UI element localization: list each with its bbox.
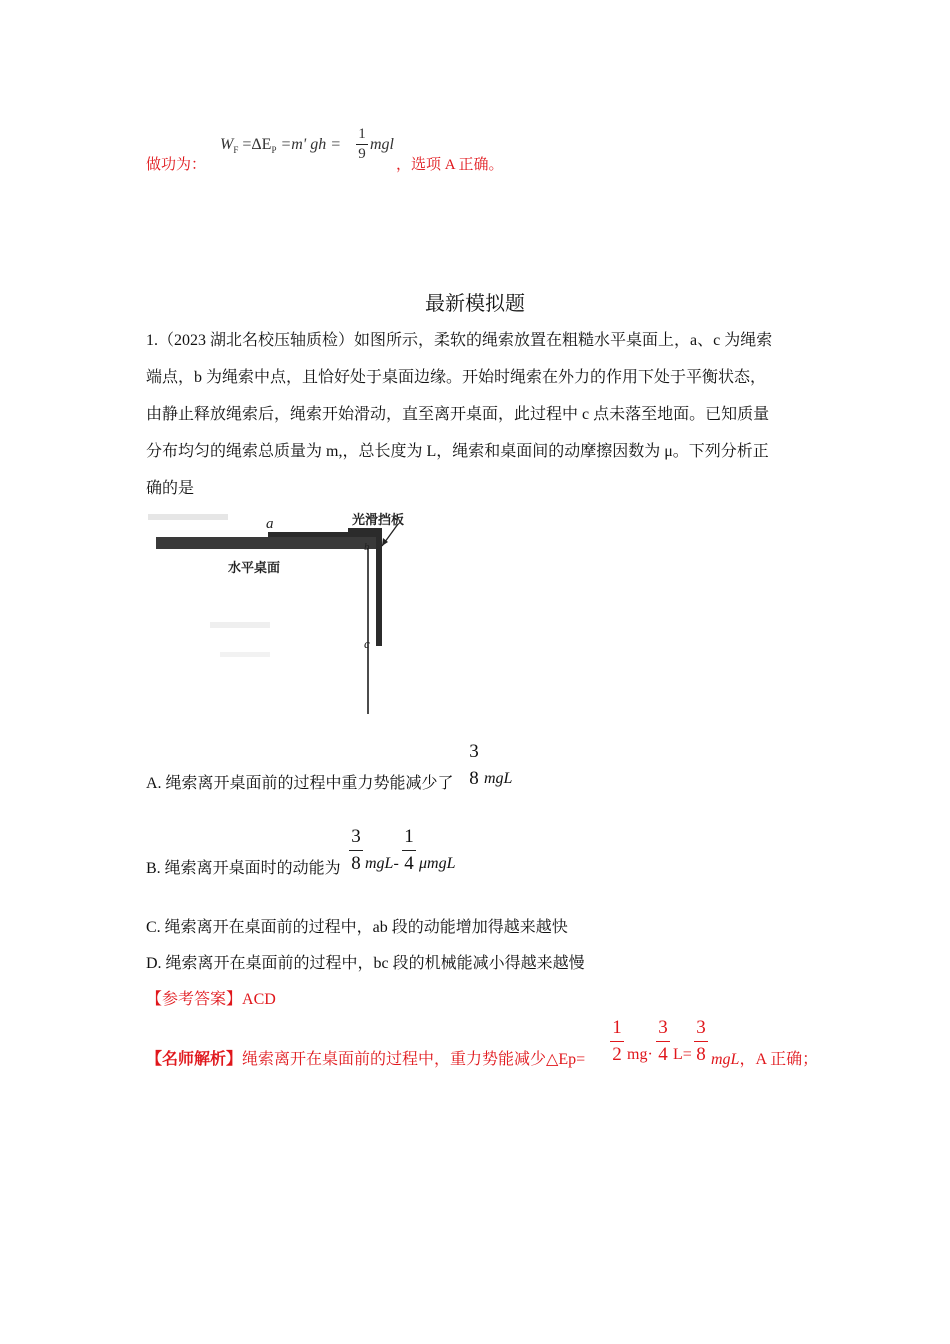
option-a-num: 3: [469, 741, 479, 762]
option-b-fraction-2: [402, 826, 416, 875]
option-b-den-2: 4: [404, 853, 414, 874]
label-table: 水平桌面: [228, 561, 281, 576]
work-equation: [220, 136, 341, 155]
faint-mark: [210, 622, 270, 628]
question-line-3: 由静止释放绳索后，绳索开始滑动，直至离开桌面，此过程中 c 点未落至地面。已知质量: [146, 406, 770, 423]
eq-num: 1: [358, 126, 366, 142]
analysis-f3-den: 8: [696, 1044, 706, 1065]
eq-den: 9: [358, 146, 366, 162]
top-suffix: ，选项 A 正确。: [396, 157, 504, 173]
eq-fraction: [356, 126, 368, 163]
option-c-text: C. 绳索离开在桌面前的过程中，ab 段的动能增加得越来越快: [146, 919, 568, 936]
eq-delta-e: =ΔE: [242, 136, 272, 153]
analysis-f2-bar: [656, 1041, 670, 1042]
option-b-den-1: 8: [351, 853, 361, 874]
eq-tail: mgl: [370, 136, 394, 153]
label-a: a: [266, 516, 274, 532]
analysis-tail: [711, 1046, 818, 1069]
question-line-1: 1.（2023 湖北名校压轴质检）如图所示，柔软的绳索放置在粗糙水平桌面上，a、c 为绳索: [146, 332, 773, 349]
baffle-vertical: [376, 532, 382, 646]
baffle-top: [348, 528, 382, 532]
question-line-2: 端点，b 为绳索中点，且恰好处于桌面边缘。开始时绳索在外力的作用下处于平衡状态，: [146, 369, 767, 386]
label-c: c: [364, 636, 370, 651]
label-b: b: [364, 541, 370, 553]
analysis-f2-num: 3: [658, 1017, 668, 1038]
option-b-num-1: 3: [351, 826, 361, 847]
rope-figure: [140, 502, 440, 720]
answer-line: [146, 986, 276, 1009]
analysis-text: [146, 1046, 585, 1069]
label-baffle: 光滑挡板: [352, 513, 405, 528]
analysis-mid-1: mg·: [627, 1046, 653, 1063]
eq-bar: [356, 144, 368, 145]
top-label: 做功为：: [146, 157, 207, 173]
section-title: 最新模拟题: [425, 293, 525, 315]
option-a-tail: mgL: [484, 770, 513, 787]
analysis-f3-num: 3: [696, 1017, 706, 1038]
option-d-text: D. 绳索离开在桌面前的过程中，bc 段的机械能减小得越来越慢: [146, 955, 585, 972]
eq-e-sub: P: [271, 145, 277, 156]
option-b-mid: mgL-: [365, 855, 399, 872]
option-b-text: B. 绳索离开桌面时的动能为: [146, 860, 341, 877]
option-a-text: A. 绳索离开桌面前的过程中重力势能减少了: [146, 775, 454, 792]
answer-value: ACD: [242, 991, 276, 1008]
table-surface: [156, 537, 380, 549]
eq-middle: =m' gh =: [280, 136, 342, 153]
question-line-5: 确的是: [146, 480, 195, 497]
option-b-bar-1: [349, 850, 363, 851]
option-a-fraction: [467, 741, 481, 790]
analysis-label: 【名师解析】: [146, 1051, 243, 1068]
faint-mark: [220, 652, 270, 657]
option-b-tail: μmgL: [419, 855, 456, 872]
answer-label: 【参考答案】: [146, 991, 243, 1008]
analysis-f1-num: 1: [612, 1017, 622, 1038]
analysis-fraction-1: [610, 1017, 624, 1066]
option-b-bar-2: [402, 850, 416, 851]
analysis-tail-text: ，A 正确；: [739, 1051, 819, 1068]
option-b-fraction-1: [349, 826, 363, 875]
option-a-den: 8: [469, 768, 479, 789]
rope-horizontal: [268, 532, 380, 537]
analysis-f1-bar: [610, 1041, 624, 1042]
analysis-fraction-2: [656, 1017, 670, 1066]
analysis-f2-den: 4: [658, 1044, 668, 1065]
analysis-f1-den: 2: [612, 1044, 622, 1065]
question-line-4: 分布均匀的绳索总质量为 m,，总长度为 L，绳索和桌面间的动摩擦因数为 μ。下列分析正: [146, 443, 769, 460]
analysis-tail-ital: mgL: [711, 1051, 740, 1068]
option-b-num-2: 1: [404, 826, 414, 847]
analysis-f3-bar: [694, 1041, 708, 1042]
faint-mark: [148, 514, 228, 520]
analysis-fraction-3: [694, 1017, 708, 1066]
analysis-mid-2: L=: [673, 1046, 692, 1063]
analysis-body: 绳索离开在桌面前的过程中，重力势能减少△Ep=: [242, 1051, 586, 1068]
eq-w-sub: F: [233, 145, 239, 156]
eq-w: W: [220, 136, 234, 153]
